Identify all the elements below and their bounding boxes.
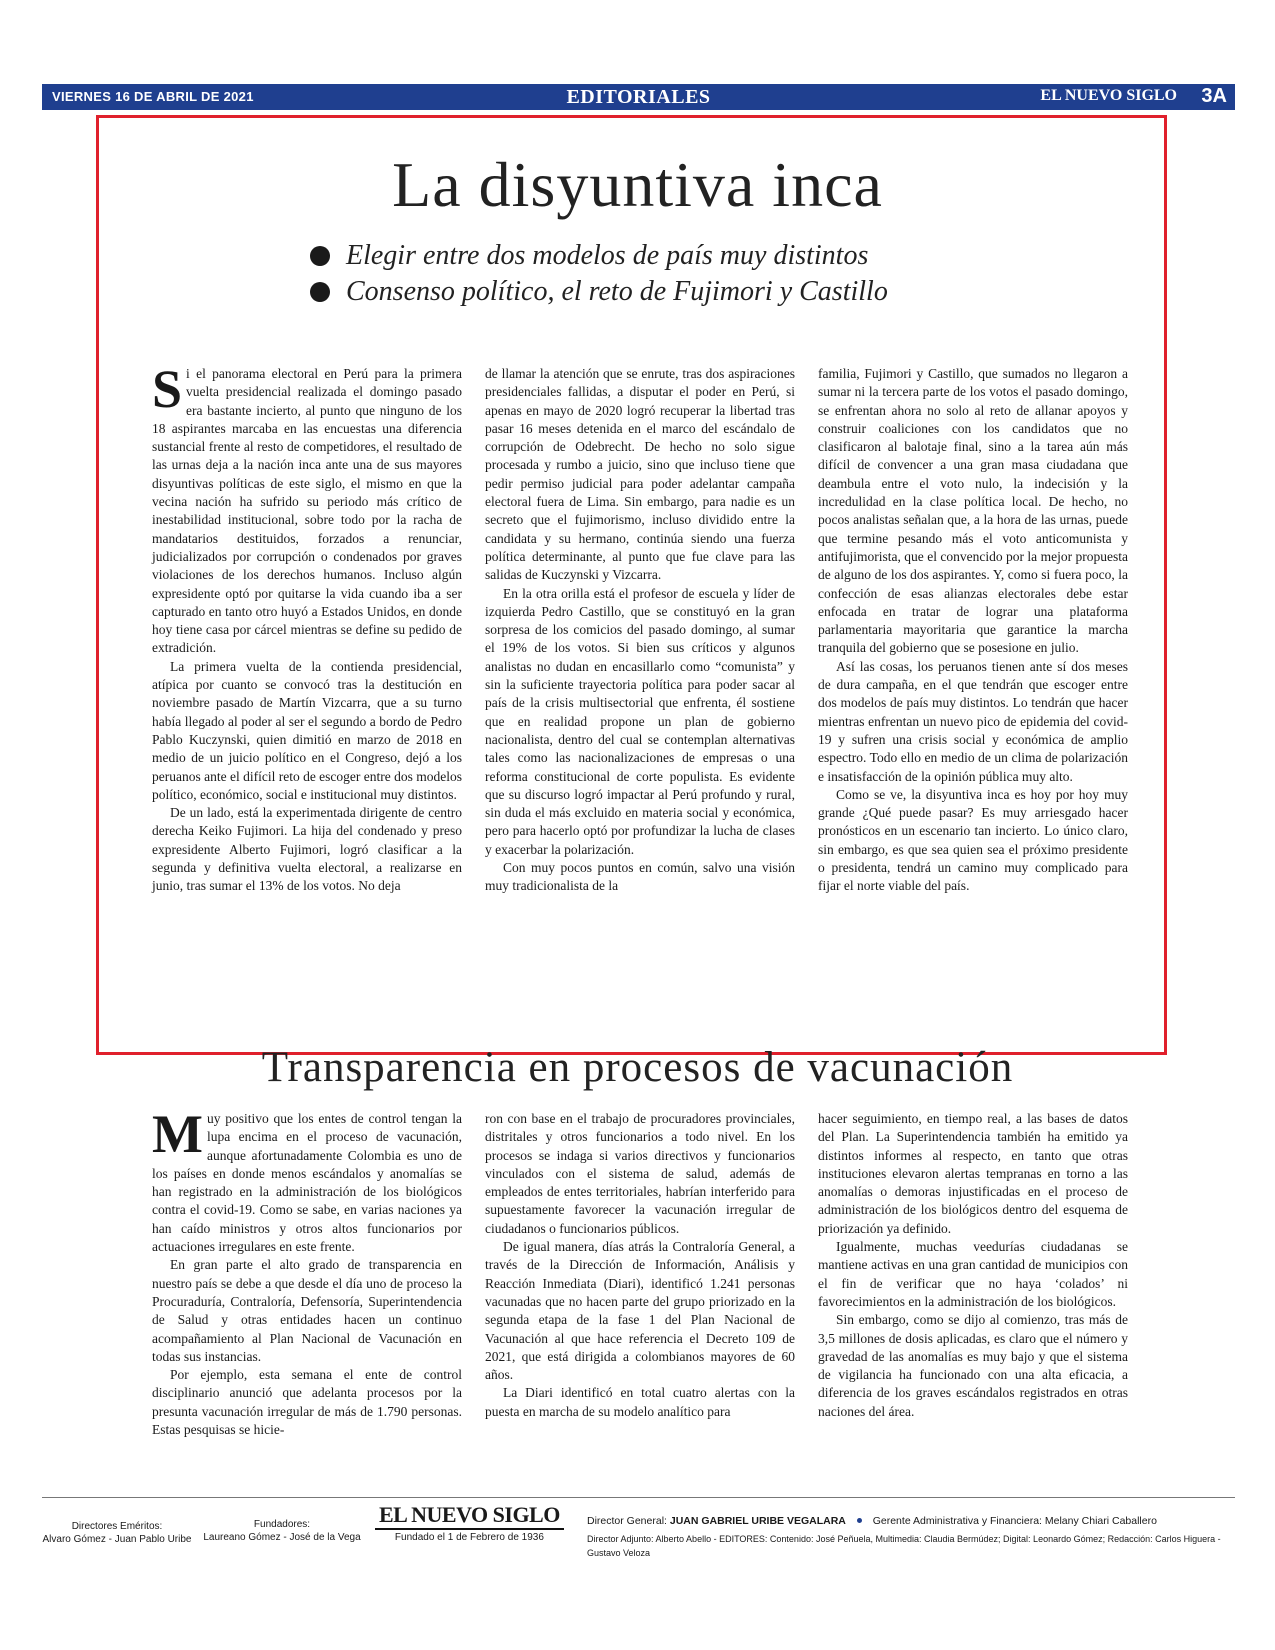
paragraph: hacer seguimiento, en tiempo real, a las bases de datos del Plan. La Superintendencia también ha emitido ya distintos informes al respecto, en tanto que otras instituciones elevaron alertas tempranas en torno a las anomalías o demoras injustificadas en el proceso de administración de los biológicos dentro del esquema de priorización ya definido. (818, 1111, 1128, 1236)
text-column (818, 365, 1128, 1035)
paragraph: Muy positivo que los entes de control tengan la lupa encima en el proceso de vacunación, aunque afortunadamente Colombia es uno de los países en donde menos escándalos y anomalías se han registrado en la administración de los biológicos contra el covid-19. Como se sabe, en varias naciones ya han caído ministros y otros altos funcionarios por actuaciones irregulares en este frente. (152, 1104, 462, 1255)
paragraph: La primera vuelta de la contienda presidencial, atípica por cuanto se convocó tras la destitución en noviembre pasado de Martín Vizcarra, que a su turno había llegado al poder al ser el segundo a bordo de Pedro Pablo Kuczynski, quien dimitió en marzo de 2018 en medio de un juicio político en el Congreso, dejó a los peruanos ante el difícil reto de escoger entre dos modelos político, económico, social e institucional muy distintos. (152, 658, 463, 802)
drop-cap: S (152, 359, 183, 419)
newspaper-logo (375, 1502, 564, 1543)
director-name: JUAN GABRIEL URIBE VEGALARA (669, 1515, 846, 1527)
director-line: Director General: JUAN GABRIEL URIBE VEGALARA Gerente Administrativa y Financiera: Melany Chiari Caballero (587, 1515, 1157, 1527)
paragraph: De un lado, está la experimentada dirigente de centro derecha Keiko Fujimori. La hija del condenado y preso expresidente Alberto Fujimori, logró clasificar a la segunda y definitiva vuelta electoral, a realizarse en junio, tras sumar el 13% de los votos. No deja (152, 805, 462, 894)
paragraph: ron con base en el trabajo de procuradores provinciales, distritales y otros funcionarios a todo nivel. En los procesos se indaga si varios directivos y funcionarios vinculados con el sistema de salud, además de empleados de entes territoriales, habrían interferido para supuestamente favorecer la vacunación irregular de ciudadanos o funcionarios públicos. (485, 1111, 795, 1236)
founded-date: Fundado el 1 de Febrero de 1936 (394, 1532, 544, 1543)
editorial-title-2: Transparencia en procesos de vacunación (261, 1044, 1014, 1091)
text-column (152, 359, 463, 1035)
page-header-bar (42, 84, 1235, 110)
paragraph: familia, Fujimori y Castillo, que sumados no llegaron a sumar ni la tercera parte de los votos el pasado domingo, se enfrentan ahora no solo al reto de allanar apoyos y construir coaliciones con los candidatos que no clasificaron al balotaje final, sino a la tarea aún más difícil de convencer a una gran masa ciudadana que deambula entre el voto nulo, la indecisión y la incredulidad en la clase política local. De hecho, no pocos analistas señalan que, a la hora de las urnas, puede que termine pesando más el voto anticomunista y antifujimorista, que el convencido por la mejor propuesta de alguno de los dos aspirantes. Y, como si fuera poco, la confección de esas alianzas electorales debe estar enfocada en tratar de lograr una plataforma parlamentaria mayoritaria que garantice la marcha tranquila del gobierno que se posesione en julio. (818, 366, 1128, 656)
paragraph: De igual manera, días atrás la Contraloría General, a través de la Dirección de Información, Análisis y Reacción Inmediata (Diari), identificó 1.241 personas vacunadas que no hacen parte del grupo priorizado en la segunda etapa de la fase 1 del Plan Nacional de Vacunación al que hace referencia el Decreto 109 de 2021, que está dirigida a colombianos mayores de 60 años. (485, 1239, 795, 1383)
staff-credits (587, 1510, 1235, 1560)
paragraph: Así las cosas, los peruanos tienen ante sí dos meses de dura campaña, en el que tendrán que escoger entre dos modelos de país muy distintos. Lo tendrán que hacer mientras enfrentan un nuevo pico de epidemia del covid-19 y sufren una crisis social y económica de amplio espectro. Todo ello en medio de un clima de polarización e insatisfacción de la opinión pública muy alto. (818, 658, 1128, 784)
drop-cap: M (152, 1104, 203, 1164)
paragraph: La Diari identificó en total cuatro alertas con la puesta en marcha de su modelo analítico para (485, 1385, 795, 1419)
masthead-footer (42, 1502, 1235, 1562)
emeritus-names: Alvaro Gómez - Juan Pablo Uribe (42, 1534, 192, 1545)
emeritus-directors (42, 1520, 192, 1546)
footer-divider (42, 1497, 1235, 1498)
bullet-icon (310, 246, 330, 266)
editors-line: Director Adjunto: Alberto Abello - EDITORES: Contenido: José Peñuela, Multimedia: Claudia Bermúdez; Digital: Leonardo Gómez; Redacción: Carlos Higuera - Gustavo Veloza (587, 1534, 1221, 1558)
subtitle-text: Consenso político, el reto de Fujimori y Castillo (346, 276, 888, 307)
section-title: EDITORIALES (566, 86, 711, 108)
subtitle-item (310, 238, 1010, 274)
editorial-title: La disyuntiva inca (392, 149, 883, 220)
founders-label: Fundadores: (253, 1519, 311, 1530)
paragraph: En la otra orilla está el profesor de escuela y líder de izquierda Pedro Castillo, que se constituyó en la gran sorpresa de los comicios del pasado domingo, al sumar el 19% de los votos. Si bien sus críticos y algunos analistas no dudan en encasillarlo como “comunista” y sin la suficiente trayectoria política para poder sacar al país de la crisis multisectorial que enfrenta, él sostiene que en realidad propone un plan de gobierno nacionalista, dentro del cual se contemplan alternativas tales como las nacionalizaciones de empresas o una reforma constitucional de corte populista. Es evidente que su discurso logró impactar al Perú profundo y rural, sin duda el más excluido en materia social y económica, pero para hacerlo optó por profundizar la lucha de clases y exacerbar la polarización. (485, 585, 795, 857)
editorial-subtitles (310, 238, 1010, 310)
emeritus-label: Directores Eméritos: (71, 1521, 163, 1532)
issue-date: VIERNES 16 DE ABRIL DE 2021 (52, 89, 254, 104)
subtitle-item (310, 274, 1010, 310)
founders (202, 1518, 362, 1544)
paragraph: de llamar la atención que se enrute, tras dos aspiraciones presidenciales fallidas, a disputar el poder en Perú, si apenas en mayo de 2020 logró recuperar la libertad tras pasar 16 meses detenida en el marco del escándalo de corrupción de Odebrecht. De hecho no solo sigue procesada y rumbo a juicio, sino que incluso tiene que pedir permiso judicial para poder adelantar campaña electoral fuera de Lima. Sin embargo, para nadie es un secreto que el fujimorismo, incluso dividido entre la candidata y su hermano, continúa siendo una fuerza política determinante, al punto que fue clave para las salidas de Kuczynski y Vizcarra. (485, 366, 795, 583)
founders-names: Laureano Gómez - José de la Vega (203, 1532, 361, 1543)
page-number: 3A (1201, 85, 1227, 107)
text-column (152, 1104, 462, 1455)
paragraph: Con muy pocos puntos en común, salvo una visión muy tradicionalista de la (485, 860, 795, 894)
editorial-body (152, 359, 1128, 1035)
paragraph: Sin embargo, como se dijo al comienzo, tras más de 3,5 millones de dosis aplicadas, es claro que el número y gravedad de las anomalías es muy bajo y que el sistema de vigilancia ha funcionado con una alta eficacia, a diferencia de los graves escándalos registrados en otras naciones del área. (818, 1312, 1128, 1419)
paragraph: Por ejemplo, esta semana el ente de control disciplinario anunció que adelanta procesos por la presunta vacunación irregular de más de 1.790 personas. Estas pesquisas se hicie- (152, 1367, 462, 1438)
editorial-body-2 (152, 1104, 1128, 1455)
text-column (485, 365, 795, 1035)
paragraph: Como se ve, la disyuntiva inca es hoy por hoy muy grande ¿Qué puede pasar? Es muy arriesgado hacer pronósticos en un escenario tan incierto. Lo único claro, sin embargo, es que sea quien sea el próximo presidente o presidenta, tendrá un camino muy complicado para fijar el norte viable del país. (818, 786, 1128, 894)
manager-name: Melany Chiari Caballero (1044, 1515, 1157, 1527)
paragraph: Igualmente, muchas veedurías ciudadanas se mantiene activas en una gran cantidad de municipios con el fin de verificar que no haya ‘colados’ ni favorecimientos en la administración de los biológicos. (818, 1239, 1128, 1309)
paragraph: Si el panorama electoral en Perú para la primera vuelta presidencial realizada el domingo pasado era bastante incierto, al punto que ninguno de los 18 aspirantes marcaba en las encuestas una diferencia sustancial frente al resto de competidores, el resultado de las urnas deja a la nación inca ante una de sus mayores disyuntivas políticas de este siglo, el mismo en que la vecina nación ha sufrido su periodo más crítico de inestabilidad institucional, sobre todo por la racha de mandatarios destituidos, forzados a renunciar, judicializados por corrupción o condenados por graves violaciones de los derechos humanos. Incluso algún expresidente optó por quitarse la vida cuando iba a ser capturado en tanto otro huyó a Estados Unidos, en donde hoy tiene casa por cárcel mientras se define su pedido de extradición. (152, 359, 462, 656)
logo-text: EL NUEVO SIGLO (375, 1502, 564, 1530)
newspaper-name: EL NUEVO SIGLO (1040, 87, 1177, 104)
text-column (818, 1110, 1128, 1455)
text-column (485, 1110, 795, 1455)
paragraph: En gran parte el alto grado de transparencia en nuestro país se debe a que desde el día uno de proceso la Procuraduría, Contraloría, Defensoría, Superintendencia de Salud y otras entidades hacen un continuo acompañamiento al Plan Nacional de Vacunación en todas sus instancias. (152, 1257, 462, 1364)
bullet-icon (310, 282, 330, 302)
subtitle-text: Elegir entre dos modelos de país muy distintos (346, 240, 869, 271)
separator-dot-icon (857, 1518, 862, 1523)
